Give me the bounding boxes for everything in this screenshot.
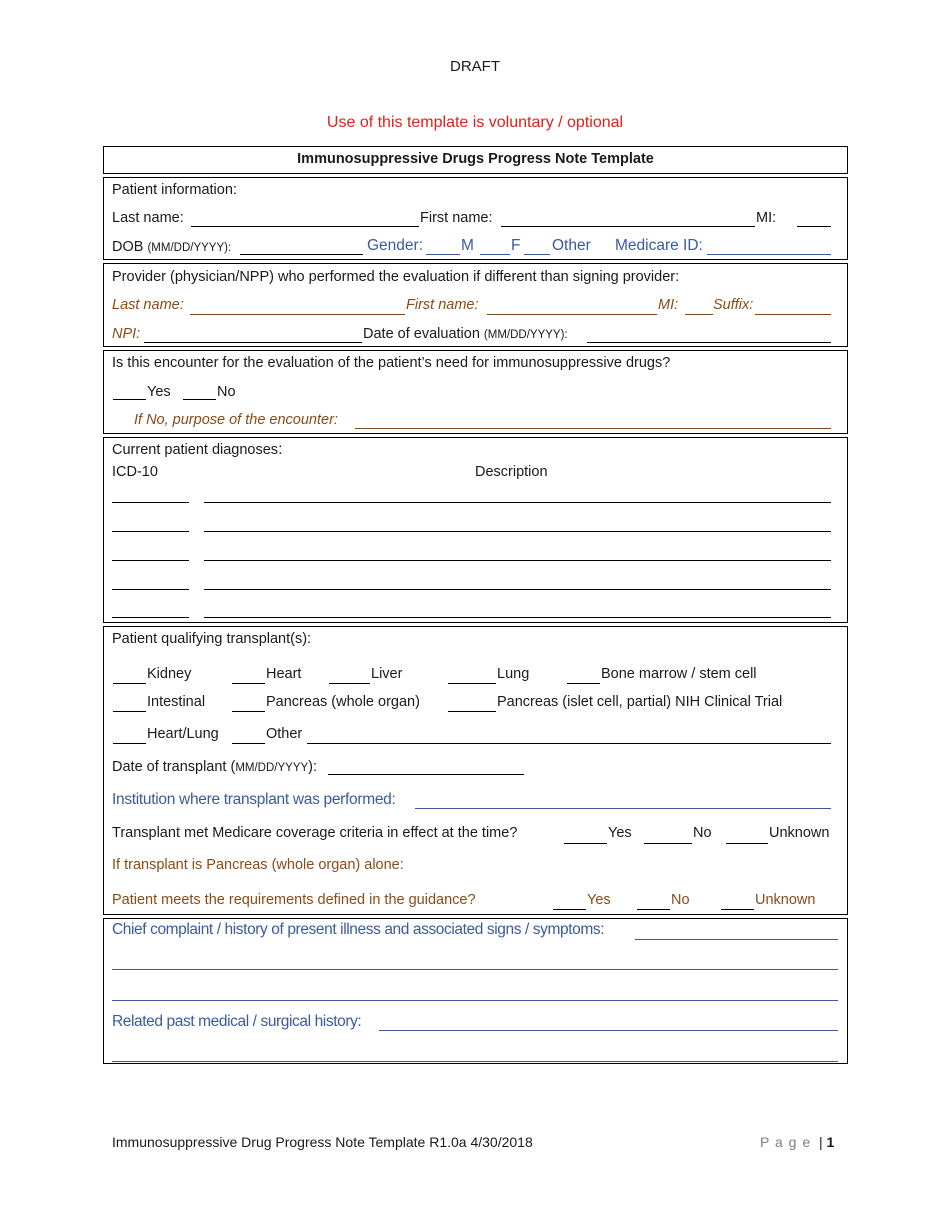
description-field-4[interactable] <box>204 589 831 590</box>
transplant-date-label <box>112 759 317 775</box>
chief-complaint-field-3[interactable] <box>112 1000 838 1001</box>
encounter-question: Is this encounter for the evaluation of the patient’s need for immunosuppressive drugs? <box>112 355 671 371</box>
provider-date-eval-field[interactable] <box>587 342 831 343</box>
transplant-heading: Patient qualifying transplant(s): <box>112 631 312 647</box>
gender-m-label: M <box>461 237 474 254</box>
description-field-2[interactable] <box>204 531 831 532</box>
requirements-no-blank[interactable] <box>637 909 670 910</box>
medicare-id-label: Medicare ID: <box>615 237 703 254</box>
pancreas-whole-label: Pancreas (whole organ) <box>266 694 420 710</box>
patient-info-section <box>103 177 848 260</box>
provider-first-name-field[interactable] <box>487 314 657 315</box>
dob-format: (MM/DD/YYYY): <box>147 242 232 254</box>
transplant-date-format: MM/DD/YYYY <box>235 762 309 774</box>
criteria-no-label: No <box>693 825 712 841</box>
gender-other-label: Other <box>552 237 591 254</box>
page-title: Immunosuppressive Drugs Progress Note Template <box>297 151 654 167</box>
criteria-no-blank[interactable] <box>644 843 692 844</box>
pancreas-alone-label: If transplant is Pancreas (whole organ) alone: <box>112 857 404 873</box>
draft-label: DRAFT <box>450 58 500 75</box>
patient-first-name-label: First name: <box>420 210 493 226</box>
patient-dob-label <box>112 239 231 255</box>
criteria-unknown-label: Unknown <box>769 825 830 841</box>
transplant-section <box>103 626 848 915</box>
title-box <box>103 146 848 174</box>
diagnoses-section <box>103 437 848 623</box>
provider-npi-label: NPI: <box>112 326 141 342</box>
chief-complaint-field-1[interactable] <box>635 939 838 940</box>
date-eval-format: (MM/DD/YYYY): <box>483 329 568 341</box>
provider-section <box>103 263 848 347</box>
icd10-field-3[interactable] <box>112 560 189 561</box>
patient-info-heading: Patient information: <box>112 182 237 198</box>
past-history-field-2[interactable] <box>112 1061 838 1062</box>
institution-label: Institution where transplant was performed: <box>112 791 396 808</box>
other-blank[interactable] <box>232 743 265 744</box>
requirements-yes-label: Yes <box>587 892 611 908</box>
footer-separator: | <box>819 1134 823 1150</box>
provider-first-name-label: First name: <box>406 297 479 313</box>
gender-f-blank[interactable] <box>480 254 510 255</box>
encounter-yes-blank[interactable] <box>113 399 146 400</box>
kidney-blank[interactable] <box>113 683 146 684</box>
voluntary-notice: Use of this template is voluntary / optional <box>326 114 624 131</box>
provider-mi-label: MI: <box>658 297 679 313</box>
bone-marrow-blank[interactable] <box>567 683 600 684</box>
footer-page <box>760 1134 834 1150</box>
requirements-unknown-blank[interactable] <box>721 909 754 910</box>
patient-mi-label: MI: <box>756 210 777 226</box>
liver-label: Liver <box>371 666 403 682</box>
lung-blank[interactable] <box>448 683 496 684</box>
patient-last-name-label: Last name: <box>112 210 184 226</box>
date-eval-text: Date of evaluation <box>363 326 480 342</box>
description-field-1[interactable] <box>204 502 831 503</box>
heart-lung-blank[interactable] <box>113 743 146 744</box>
kidney-label: Kidney <box>147 666 192 682</box>
provider-npi-field[interactable] <box>144 342 362 343</box>
patient-dob-field[interactable] <box>240 254 363 255</box>
patient-last-name-field[interactable] <box>191 226 419 227</box>
gender-m-blank[interactable] <box>426 254 460 255</box>
diagnoses-heading-text: Current patient diagnoses <box>112 442 279 458</box>
provider-heading: Provider (physician/NPP) who performed the evaluation if different than signing provider: <box>112 269 680 285</box>
icd10-column-header: ICD-10 <box>112 464 158 480</box>
transplant-date-field[interactable] <box>328 774 524 775</box>
medicare-id-field[interactable] <box>707 254 831 255</box>
criteria-unknown-blank[interactable] <box>726 843 768 844</box>
provider-suffix-field[interactable] <box>755 314 831 315</box>
provider-last-name-field[interactable] <box>190 314 405 315</box>
footer-page-number: 1 <box>826 1134 835 1150</box>
intestinal-blank[interactable] <box>113 711 146 712</box>
requirements-question: Patient meets the requirements defined in the guidance? <box>112 892 476 908</box>
gender-other-blank[interactable] <box>524 254 550 255</box>
icd10-field-2[interactable] <box>112 531 189 532</box>
requirements-no-label: No <box>671 892 690 908</box>
provider-date-eval-label <box>363 326 568 342</box>
description-field-3[interactable] <box>204 560 831 561</box>
other-label: Other <box>266 726 303 742</box>
other-transplant-field[interactable] <box>307 743 831 744</box>
encounter-yes-label: Yes <box>147 384 171 400</box>
past-history-label: Related past medical / surgical history: <box>112 1013 362 1030</box>
intestinal-label: Intestinal <box>147 694 206 710</box>
provider-suffix-label: Suffix: <box>713 297 754 313</box>
transplant-date-text: Date of transplant ( <box>112 759 236 775</box>
gender-label: Gender: <box>367 237 424 254</box>
requirements-yes-blank[interactable] <box>553 909 586 910</box>
criteria-yes-label: Yes <box>608 825 632 841</box>
heart-blank[interactable] <box>232 683 265 684</box>
encounter-no-label: No <box>217 384 236 400</box>
pancreas-islet-blank[interactable] <box>448 711 496 712</box>
diagnoses-heading <box>112 441 283 459</box>
provider-mi-field[interactable] <box>685 314 713 315</box>
bone-marrow-label: Bone marrow / stem cell <box>601 666 757 682</box>
pancreas-islet-label: Pancreas (islet cell, partial) NIH Clinical Trial <box>497 694 783 710</box>
history-section <box>103 918 848 1064</box>
criteria-yes-blank[interactable] <box>564 843 607 844</box>
requirements-unknown-label: Unknown <box>755 892 816 908</box>
provider-last-name-label: Last name: <box>112 297 184 313</box>
heart-label: Heart <box>266 666 302 682</box>
criteria-question: Transplant met Medicare coverage criteria in effect at the time? <box>112 825 518 841</box>
description-field-5[interactable] <box>204 617 831 618</box>
patient-first-name-field[interactable] <box>501 226 755 227</box>
chief-complaint-label: Chief complaint / history of present illness and associated signs / symptoms: <box>112 921 605 938</box>
footer-page-label: P a g e <box>760 1134 812 1150</box>
institution-field[interactable] <box>415 808 831 809</box>
icd10-field-1[interactable] <box>112 502 189 503</box>
description-column-header: Description <box>475 464 548 480</box>
pancreas-whole-blank[interactable] <box>232 711 265 712</box>
encounter-purpose-field[interactable] <box>355 428 831 429</box>
patient-mi-field[interactable] <box>797 226 831 227</box>
past-history-field-1[interactable] <box>379 1030 838 1031</box>
footer-template-version: Immunosuppressive Drug Progress Note Template R1.0a 4/30/2018 <box>112 1134 533 1150</box>
gender-f-label: F <box>511 237 521 254</box>
liver-blank[interactable] <box>329 683 370 684</box>
encounter-no-blank[interactable] <box>183 399 216 400</box>
encounter-purpose-label: If No, purpose of the encounter: <box>134 412 338 428</box>
chief-complaint-field-2[interactable] <box>112 969 838 970</box>
encounter-section <box>103 350 848 434</box>
transplant-date-end: ): <box>308 759 318 775</box>
lung-label: Lung <box>497 666 530 682</box>
heart-lung-label: Heart/Lung <box>147 726 219 742</box>
icd10-field-5[interactable] <box>112 617 189 618</box>
dob-text: DOB <box>112 239 144 255</box>
diagnoses-colon: : <box>278 441 283 458</box>
icd10-field-4[interactable] <box>112 589 189 590</box>
